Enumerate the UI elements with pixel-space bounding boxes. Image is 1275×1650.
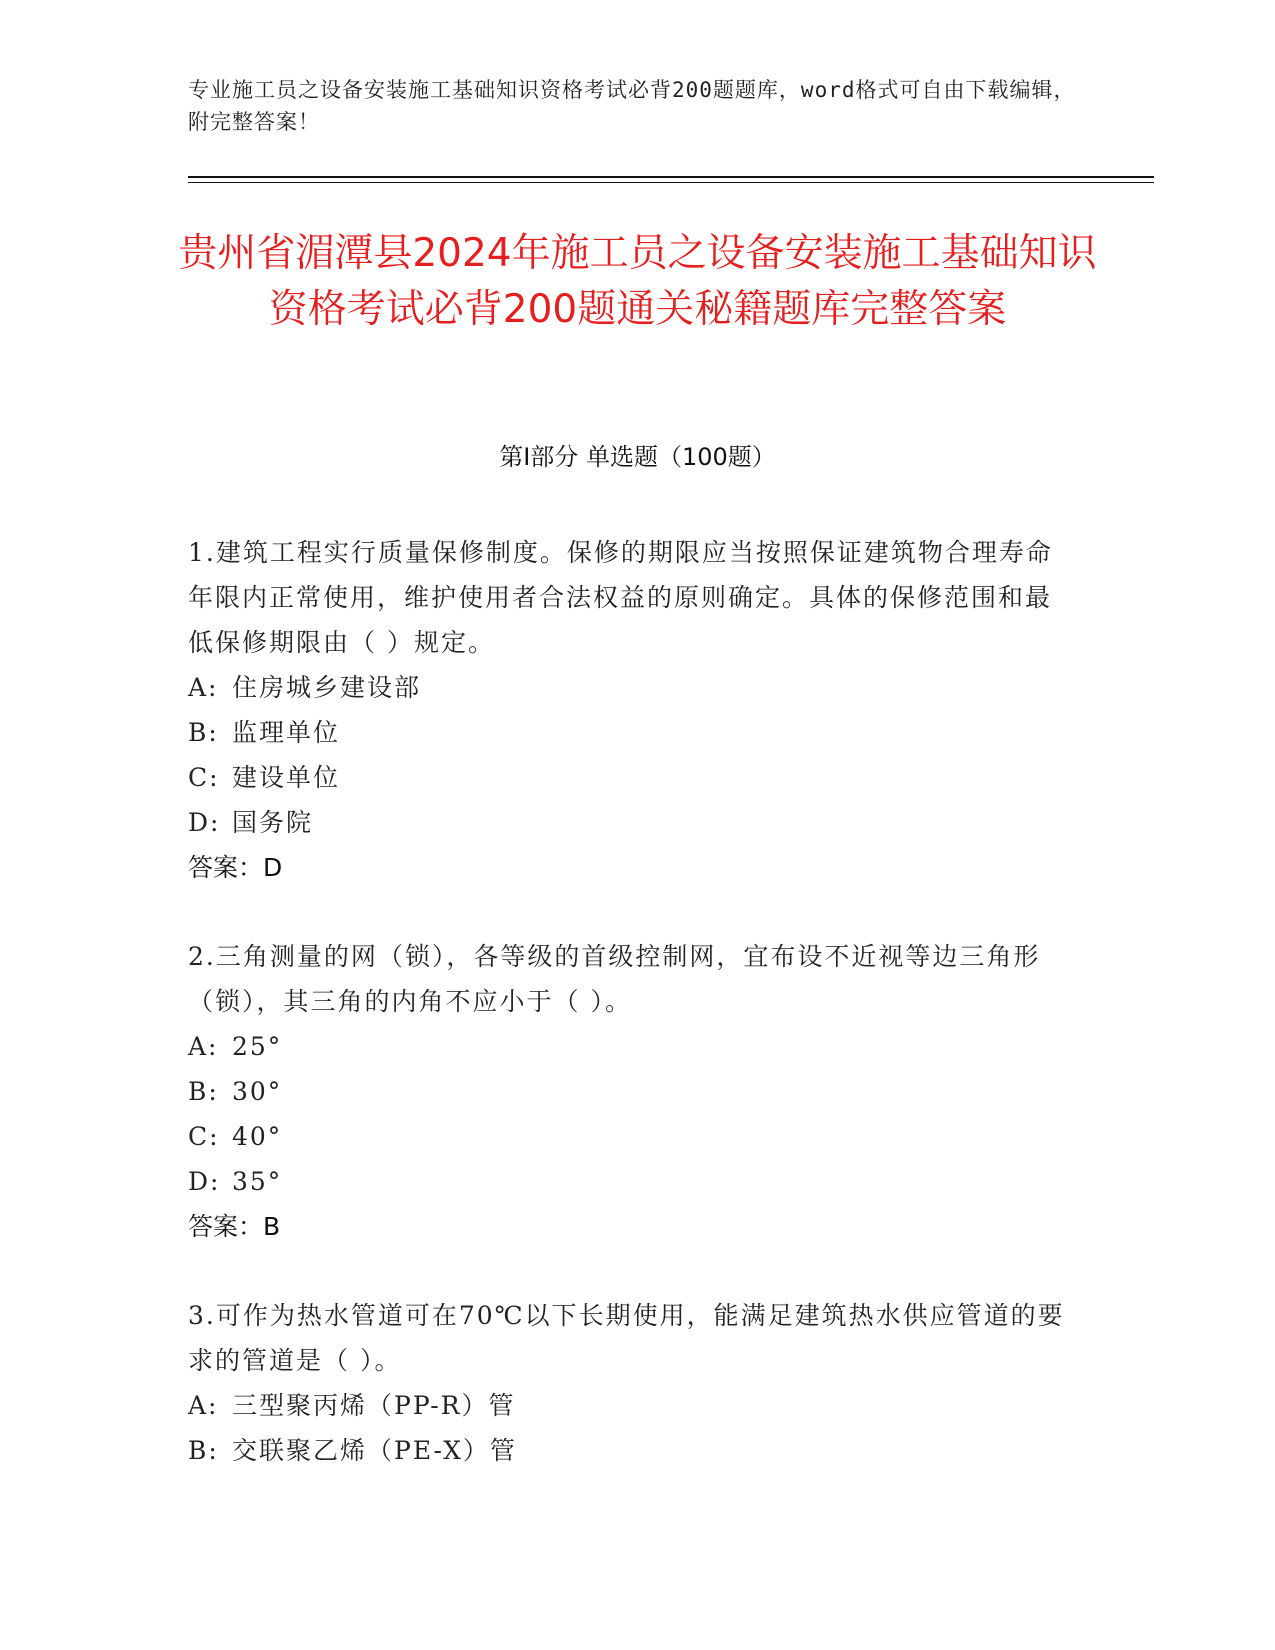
option-text: 交联聚乙烯（PE-X）管	[232, 1436, 517, 1465]
document-title: 贵州省湄潭县2024年施工员之设备安装施工基础知识资格考试必背200题通关秘籍题库完整答案	[178, 231, 1097, 332]
option-d	[188, 1159, 1068, 1204]
section-heading: 第Ⅰ部分 单选题（100题）	[499, 443, 776, 471]
option-a	[188, 665, 1068, 710]
option-text: 住房城乡建设部	[232, 673, 422, 702]
question-3	[188, 1293, 1068, 1473]
option-text: 40°	[232, 1122, 283, 1151]
option-a	[188, 1024, 1068, 1069]
option-letter: A:	[188, 1032, 219, 1061]
option-b	[188, 710, 1068, 755]
option-b	[188, 1428, 1068, 1473]
question-stem: 3.可作为热水管道可在70℃以下长期使用，能满足建筑热水供应管道的要求的管道是（ ）。	[188, 1301, 1065, 1375]
answer-line: 答案：D	[188, 853, 283, 882]
question-stem: 1.建筑工程实行质量保修制度。保修的期限应当按照保证建筑物合理寿命年限内正常使用，维护使用者合法权益的原则确定。具体的保修范围和最低保修期限由（ ）规定。	[188, 538, 1053, 657]
answer-line: 答案：B	[188, 1212, 281, 1241]
option-letter: D:	[188, 1167, 221, 1196]
option-a	[188, 1383, 1068, 1428]
option-letter: B:	[188, 1077, 219, 1106]
option-letter: B:	[188, 718, 219, 747]
option-letter: C:	[188, 1122, 220, 1151]
question-1	[188, 530, 1068, 890]
header-note: 专业施工员之设备安装施工基础知识资格考试必背200题题库，word格式可自由下载编辑，附完整答案！	[188, 78, 1076, 134]
option-text: 建设单位	[232, 763, 341, 792]
option-letter: B:	[188, 1436, 219, 1465]
option-letter: D:	[188, 808, 221, 837]
option-letter: A:	[188, 1391, 219, 1420]
option-text: 35°	[232, 1167, 283, 1196]
option-b	[188, 1069, 1068, 1114]
option-text: 30°	[232, 1077, 283, 1106]
option-letter: A:	[188, 673, 219, 702]
option-d	[188, 800, 1068, 845]
option-text: 25°	[232, 1032, 283, 1061]
question-stem: 2.三角测量的网（锁），各等级的首级控制网，宜布设不近视等边三角形（锁），其三角的内角不应小于（ ）。	[188, 942, 1041, 1016]
question-list	[188, 530, 1068, 1517]
option-text: 国务院	[232, 808, 314, 837]
header-divider-thin	[188, 182, 1154, 183]
option-text: 监理单位	[232, 718, 341, 747]
option-c	[188, 1114, 1068, 1159]
option-letter: C:	[188, 763, 220, 792]
question-2	[188, 934, 1068, 1249]
header-divider-thick	[188, 176, 1154, 178]
option-c	[188, 755, 1068, 800]
option-text: 三型聚丙烯（PP-R）管	[232, 1391, 516, 1420]
